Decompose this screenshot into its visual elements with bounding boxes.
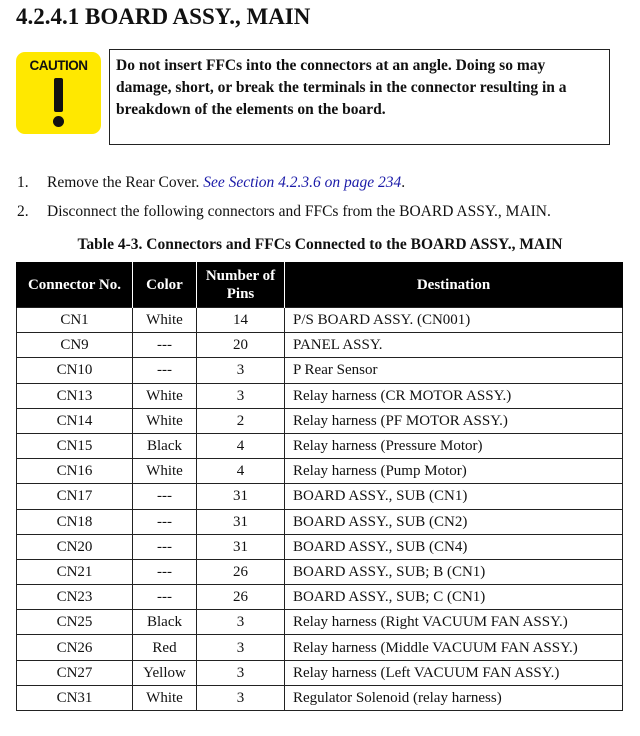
- table-row: [17, 484, 623, 509]
- cell-pins: 20: [197, 333, 285, 358]
- cell-color: White: [133, 308, 197, 333]
- cell-color: Yellow: [133, 660, 197, 685]
- cell-destination: Relay harness (CR MOTOR ASSY.): [285, 383, 623, 408]
- header-pins: [197, 262, 285, 308]
- cell-pins: 3: [197, 383, 285, 408]
- table-row: [17, 685, 623, 710]
- cell-pins: 4: [197, 459, 285, 484]
- table-row: [17, 383, 623, 408]
- step-text: Disconnect the following connectors and FFCs from the BOARD ASSY., MAIN.: [47, 203, 551, 220]
- cell-pins: 31: [197, 484, 285, 509]
- exclamation-icon: [54, 78, 63, 112]
- exclamation-dot: [53, 116, 64, 127]
- connector-table: [16, 262, 623, 711]
- cell-destination: Relay harness (Left VACUUM FAN ASSY.): [285, 660, 623, 685]
- cell-color: Black: [133, 433, 197, 458]
- cell-destination: BOARD ASSY., SUB; B (CN1): [285, 559, 623, 584]
- cell-connector: CN20: [17, 534, 133, 559]
- header-destination: Destination: [285, 262, 623, 308]
- cell-connector: CN13: [17, 383, 133, 408]
- caution-text: Do not insert FFCs into the connectors at an angle. Doing so may damage, short, or break the terminals in the connector resulting in a breakdown of the elements on the board.: [109, 49, 610, 145]
- cell-color: ---: [133, 484, 197, 509]
- cell-color: Red: [133, 635, 197, 660]
- cell-pins: 3: [197, 358, 285, 383]
- header-color: Color: [133, 262, 197, 308]
- header-connector: Connector No.: [17, 262, 133, 308]
- cell-pins: 3: [197, 660, 285, 685]
- cell-color: White: [133, 383, 197, 408]
- cell-destination: Regulator Solenoid (relay harness): [285, 685, 623, 710]
- cell-pins: 14: [197, 308, 285, 333]
- cell-pins: 31: [197, 509, 285, 534]
- cell-color: ---: [133, 333, 197, 358]
- table-row: [17, 534, 623, 559]
- cell-destination: BOARD ASSY., SUB (CN1): [285, 484, 623, 509]
- cell-destination: BOARD ASSY., SUB (CN4): [285, 534, 623, 559]
- cell-color: White: [133, 408, 197, 433]
- cell-color: ---: [133, 509, 197, 534]
- cell-connector: CN15: [17, 433, 133, 458]
- table-row: [17, 559, 623, 584]
- caution-icon: [16, 52, 101, 134]
- table-row: [17, 433, 623, 458]
- caution-label: CAUTION: [29, 58, 88, 73]
- cell-connector: CN21: [17, 559, 133, 584]
- table-row: [17, 408, 623, 433]
- cell-connector: CN27: [17, 660, 133, 685]
- table-row: [17, 308, 623, 333]
- cell-destination: Relay harness (Pressure Motor): [285, 433, 623, 458]
- cell-destination: BOARD ASSY., SUB (CN2): [285, 509, 623, 534]
- cell-color: White: [133, 459, 197, 484]
- table-header-row: [17, 262, 623, 308]
- header-pins-line2: Pins: [226, 285, 255, 302]
- step-number: 1.: [17, 174, 29, 191]
- table-row: [17, 585, 623, 610]
- step-suffix: .: [401, 174, 406, 191]
- step-1: [17, 174, 405, 192]
- cell-connector: CN26: [17, 635, 133, 660]
- step-2: [17, 203, 551, 221]
- cell-color: ---: [133, 559, 197, 584]
- cell-connector: CN18: [17, 509, 133, 534]
- table-row: [17, 333, 623, 358]
- cell-color: ---: [133, 585, 197, 610]
- cell-pins: 3: [197, 635, 285, 660]
- step-text: Remove the Rear Cover.: [47, 174, 204, 191]
- cell-color: ---: [133, 358, 197, 383]
- table-row: [17, 610, 623, 635]
- cell-destination: P Rear Sensor: [285, 358, 623, 383]
- step-number: 2.: [17, 203, 29, 220]
- cell-connector: CN31: [17, 685, 133, 710]
- cell-pins: 26: [197, 585, 285, 610]
- table-row: [17, 358, 623, 383]
- cell-color: White: [133, 685, 197, 710]
- cell-pins: 31: [197, 534, 285, 559]
- cell-pins: 3: [197, 685, 285, 710]
- table-row: [17, 635, 623, 660]
- cell-destination: PANEL ASSY.: [285, 333, 623, 358]
- cell-color: ---: [133, 534, 197, 559]
- section-link[interactable]: See Section 4.2.3.6 on page 234: [203, 174, 402, 191]
- cell-connector: CN16: [17, 459, 133, 484]
- cell-connector: CN10: [17, 358, 133, 383]
- cell-pins: 26: [197, 559, 285, 584]
- table-title: Table 4-3. Connectors and FFCs Connected to the BOARD ASSY., MAIN: [77, 236, 563, 253]
- cell-destination: Relay harness (Right VACUUM FAN ASSY.): [285, 610, 623, 635]
- cell-pins: 4: [197, 433, 285, 458]
- cell-destination: Relay harness (Pump Motor): [285, 459, 623, 484]
- cell-destination: BOARD ASSY., SUB; C (CN1): [285, 585, 623, 610]
- cell-color: Black: [133, 610, 197, 635]
- table-row: [17, 509, 623, 534]
- cell-destination: P/S BOARD ASSY. (CN001): [285, 308, 623, 333]
- cell-pins: 3: [197, 610, 285, 635]
- cell-pins: 2: [197, 408, 285, 433]
- header-pins-line1: Number of: [205, 267, 276, 284]
- table-row: [17, 459, 623, 484]
- cell-connector: CN1: [17, 308, 133, 333]
- cell-connector: CN23: [17, 585, 133, 610]
- cell-connector: CN17: [17, 484, 133, 509]
- cell-destination: Relay harness (PF MOTOR ASSY.): [285, 408, 623, 433]
- table-row: [17, 660, 623, 685]
- cell-connector: CN25: [17, 610, 133, 635]
- cell-connector: CN9: [17, 333, 133, 358]
- cell-destination: Relay harness (Middle VACUUM FAN ASSY.): [285, 635, 623, 660]
- section-heading: 4.2.4.1 BOARD ASSY., MAIN: [16, 4, 311, 29]
- cell-connector: CN14: [17, 408, 133, 433]
